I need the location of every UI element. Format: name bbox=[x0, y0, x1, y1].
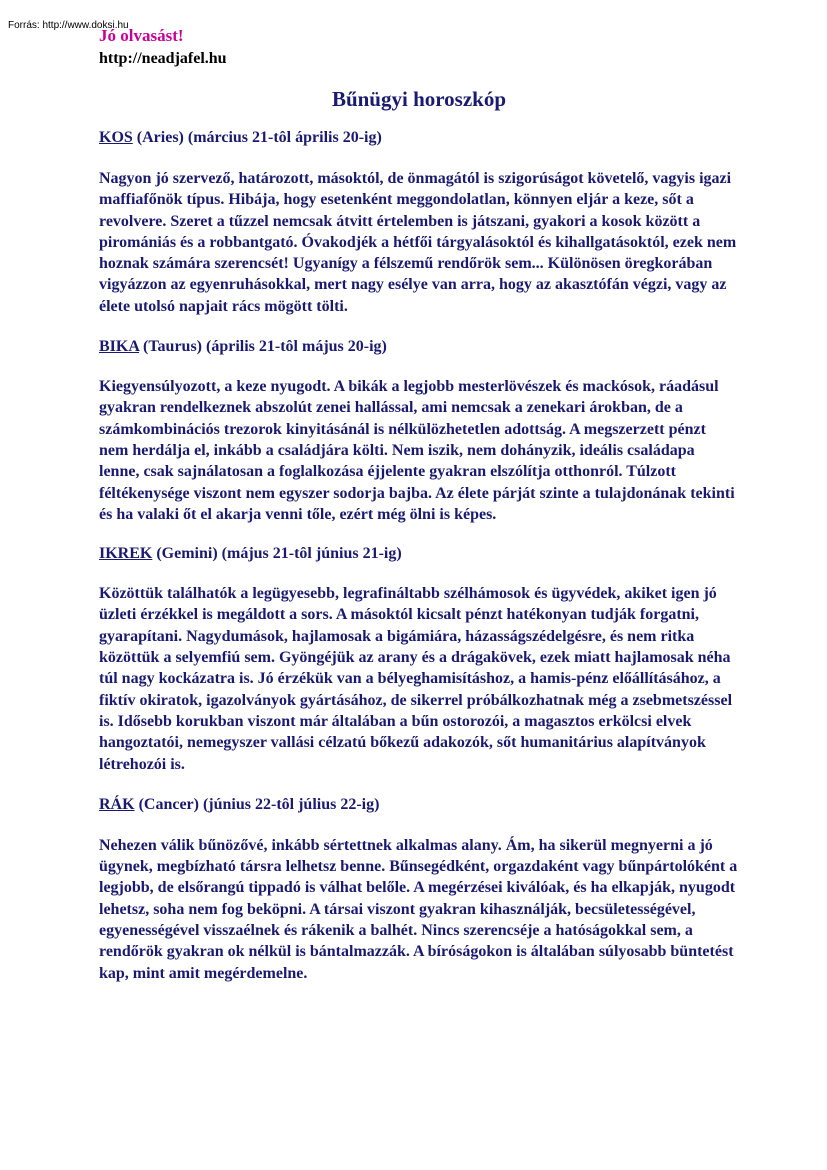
sign-name-ikrek: IKREK bbox=[99, 545, 153, 563]
page-title: Bűnügyi horoszkóp bbox=[331, 87, 507, 111]
sign-heading-kos bbox=[99, 127, 739, 148]
source-label: Forrás: http://www.doksi.hu bbox=[8, 20, 129, 31]
sign-detail-bika: (Taurus) (április 21-tôl május 20-ig) bbox=[139, 338, 387, 356]
sign-heading-ikrek bbox=[99, 543, 739, 564]
sign-text-ikrek: Közöttük találhatók a legügyesebb, legrafináltabb szélhámosok és ügyvédek, akiket igen jó üzleti érzékkel is megáldott a sors. A másoktól kicsalt pénzt hatékonyan tudják forgatni, gyarapítani. Nagydumások, hajlamosak a bigámiára, házasságszédelgésre, és nem ritka közöttük a selyemfiú sem. Gyöngéjük az arany és a drágakövek, ezek miatt hajlamosak néha túl nagy kockázatra is. Jó érzékük van a bélyeghamisításhoz, a hamis-pénz előállításához, a fiktív okiratok, igazolványok gyártásához, de sikerrel próbálkozhatnak még a zsebmetszéssel is. Idősebb korukban viszont már általában a bűn ostorozói, a magasztos erkölcsi elvek hangoztatói, nemegyszer vallási célzatú bőkezű adakozók, sőt humanitárius alapítványok létrehozói is. bbox=[99, 585, 733, 773]
sign-text-kos: Nagyon jó szervező, határozott, másoktól, de önmagától is szigorúságot követelő, vagyis igazi maffiafőnök típus. Hibája, hogy esetenként meggondolatlan, könnyen eljár a keze, sőt a revolvere. Szeret a tűzzel nemcsak átvitt értelemben is játszani, gyakori a kosok között a piromániás és a robbantgató. Óvakodjék a hétfői tárgyalásoktól és kihallgatásoktól, ezek nem hoznak számára szerencsét! Ugyanígy a félszemű rendőrök sem... Különösen öregkorában vigyázzon az egyenruhásokkal, mert nagy esélye van arra, hogy az akasztófán végzi, vagy az élete utolsó napjait rács mögött tölti. bbox=[99, 170, 737, 315]
sign-detail-kos: (Aries) (március 21-tôl április 20-ig) bbox=[132, 129, 382, 146]
promo-text: Jó olvasást! bbox=[99, 26, 184, 45]
document-page bbox=[99, 24, 739, 984]
site-url: http://neadjafel.hu bbox=[99, 50, 227, 67]
sign-name-rak: RÁK bbox=[99, 795, 135, 813]
sign-text-rak: Nehezen válik bűnözővé, inkább sértettnek alkalmas alany. Ám, ha sikerül megnyerni a jó ügynek, megbízható társra lelhetsz benne. Bűnsegédként, orgazdaként vagy bűnpártolóként a legjobb, de elsőrangú tippadó is válhat belőle. A megérzései kiválóak, és ha elkapják, nyugodt lehetsz, soha nem fog beköpni. A társai viszont gyakran kihasználják, becsületességével, egyenességével visszaélnek és rákenik a balhét. Nincs szerencséje a hatóságokkal sem, a rendőrök gyakran ok nélkül is bántalmazzák. A bíróságokon is általában súlyosabb büntetést kap, mint amit megérdemelne. bbox=[99, 836, 738, 982]
sign-name-kos: KOS bbox=[99, 129, 133, 146]
sign-name-bika: BIKA bbox=[99, 338, 140, 356]
sign-heading-rak bbox=[99, 794, 739, 815]
sign-heading-bika bbox=[99, 336, 739, 357]
sign-text-bika: Kiegyensúlyozott, a keze nyugodt. A bikák a legjobb mesterlövészek és mackósok, ráadásul gyakran rendelkeznek abszolút zenei hallással, ami nemcsak a zenekari árokban, de a számkombinációs trezorok kinyitásánál is nélkülözhetetlen adottság. A megszerzett pénzt nem herdálja el, inkább a családjára költi. Nem iszik, nem dohányzik, ideális családapa lenne, csak sajnálatosan a foglalkozása éjjelente gyakran elszólítja otthonról. Túlzott féltékenysége viszont nem egyszer sodorja bajba. Az élete párját szinte a tulajdonának tekinti és ha valaki őt el akarja venni tőle, ezért még ölni is képes. bbox=[99, 378, 735, 523]
sign-detail-ikrek: (Gemini) (május 21-tôl június 21-ig) bbox=[152, 545, 402, 563]
sign-detail-rak: (Cancer) (június 22-tôl július 22-ig) bbox=[134, 795, 380, 813]
